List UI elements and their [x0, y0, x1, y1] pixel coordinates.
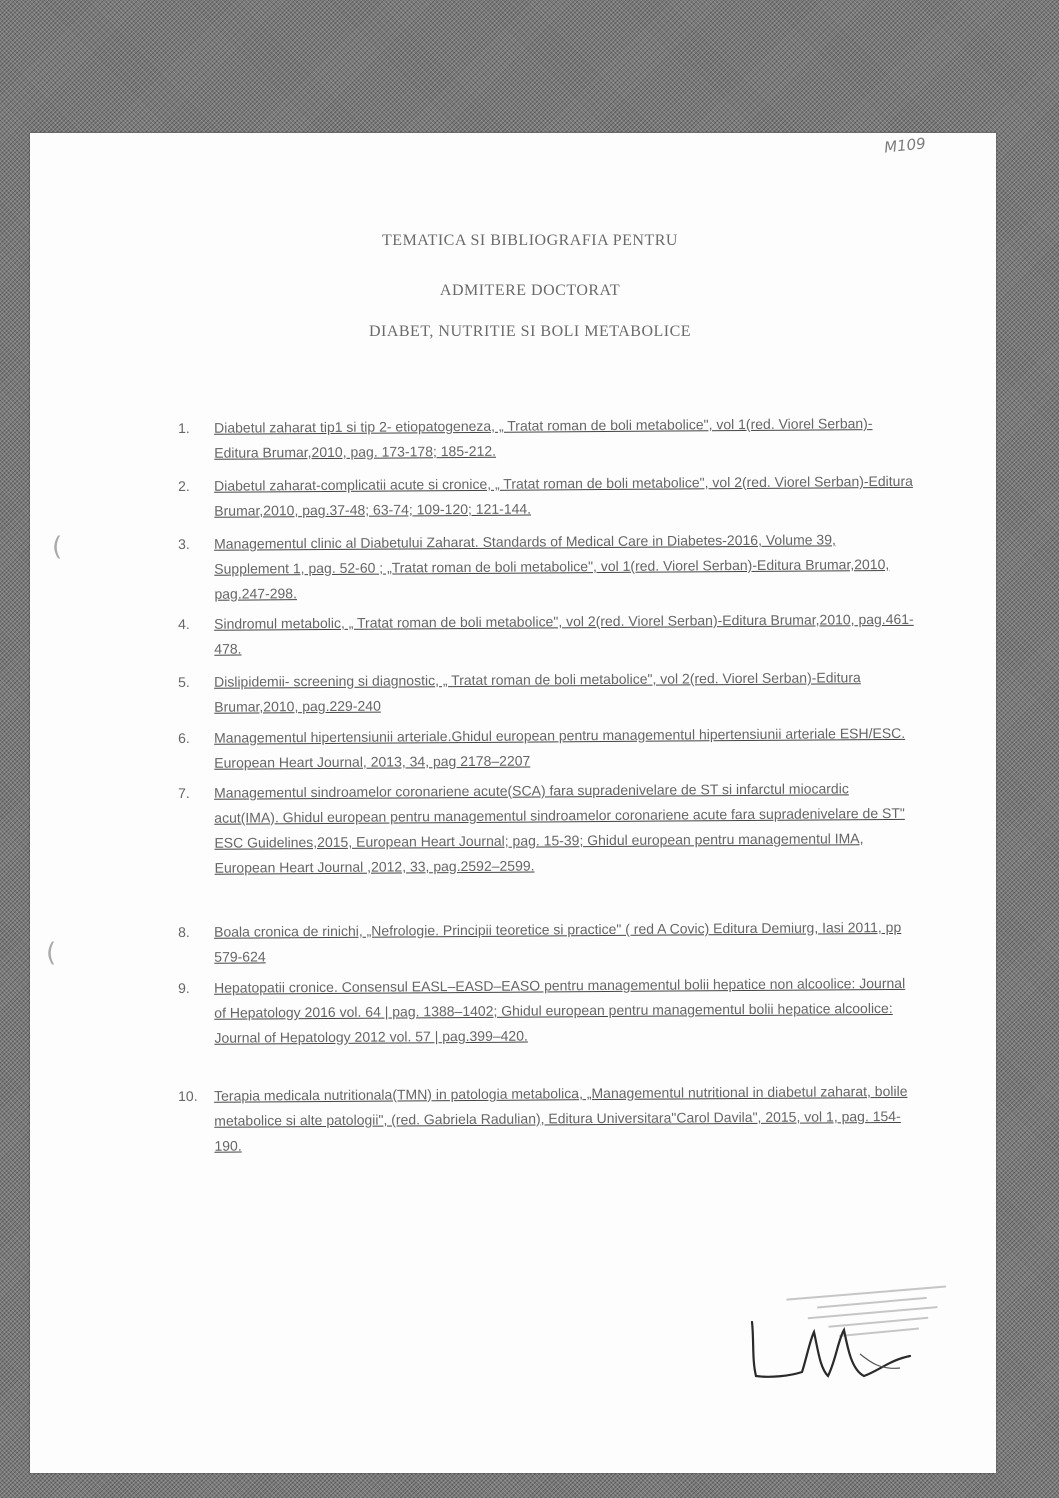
page-number: M109	[883, 134, 927, 157]
item-number: 7.	[178, 784, 190, 801]
item-number: 9.	[178, 979, 190, 996]
item-number: 5.	[178, 673, 190, 690]
item-number: 8.	[178, 923, 190, 940]
item-number: 10.	[178, 1087, 198, 1104]
item-text: Dislipidemii- screening si diagnostic, „ Tratat roman de boli metabolice", vol 2(red. Viorel Serban)-Editura Brumar,2010, pag.229-240	[214, 669, 861, 715]
margin-bracket-mark: (	[52, 532, 63, 562]
item-text: Boala cronica de rinichi, „Nefrologie. Principii teoretice si practice" ( red A Covic) Editura Demiurg, Iasi 2011, pp 579-624	[214, 918, 902, 965]
item-text: Managementul hipertensiunii arteriale.Ghidul european pentru managementul hipertensiunii arteriale ESH/ESC. European Heart Journal, 2013, 34, pag 2178–2207	[214, 724, 906, 771]
item-number: 2.	[178, 477, 190, 494]
item-text: Terapia medicala nutritionala(TMN) in patologia metabolica, „Managementul nutritional in diabetul zaharat, bolile metabolice si alte patologii", (red. Gabriela Radulian), Editura Universitara"Carol Davila", 2015, vol 1, pag. 154-190.	[214, 1082, 908, 1154]
signature-icon	[740, 1310, 940, 1390]
item-text: Managementul clinic al Diabetului Zaharat. Standards of Medical Care in Diabetes-2016, Volume 39, Supplement 1, pag. 52-60 ; „Tratat roman de boli metabolice", vol 1(red. Viorel Serban)-Editura Brumar,2010, pag.247-298.	[214, 531, 890, 602]
item-text: Diabetul zaharat-complicatii acute si cronice, „ Tratat roman de boli metabolice", vol 2(red. Viorel Serban)-Editura Brumar,2010, pag.37-48; 63-74; 109-120; 121-144.	[214, 472, 913, 519]
document-title-line-3: DIABET, NUTRITIE SI BOLI METABOLICE	[368, 323, 692, 340]
handwritten-signature	[740, 1310, 940, 1390]
item-number: 1.	[178, 419, 190, 436]
item-text: Sindromul metabolic, „ Tratat roman de boli metabolice", vol 2(red. Viorel Serban)-Editura Brumar,2010, pag.461-478.	[214, 610, 914, 657]
item-text: Diabetul zaharat tip1 si tip 2- etiopatogeneza, „ Tratat roman de boli metabolice", vol 1(red. Viorel Serban)-Editura Brumar,2010, pag. 173-178; 185-212.	[214, 415, 873, 461]
document-title-line-1: TEMATICA SI BIBLIOGRAFIA PENTRU	[382, 232, 678, 249]
item-text: Hepatopatii cronice. Consensul EASL–EASD–EASO pentru managementul bolii hepatice non alcoolice: Journal of Hepatology 2016 vol. 64 | pag. 1388–1402; Ghidul european pentru managementul bolii hepatice alcoolice: Journal of Hepatology 2012 vol. 57 | pag.399–420.	[214, 974, 906, 1046]
item-text: Managementul sindroamelor coronariene acute(SCA) fara supradenivelare de ST si infarctul miocardic acut(IMA). Ghidul european pentru managementul sindroamelor coronariene acute fara supradenivelare de ST" ESC Guidelines,2015, European Heart Journal; pag. 15-39; Ghidul european pentru managementul IMA, European Heart Journal ,2012, 33, pag.2592–2599.	[214, 780, 905, 876]
item-number: 6.	[178, 729, 190, 746]
document-title-line-2: ADMITERE DOCTORAT	[439, 282, 621, 299]
item-number: 4.	[178, 615, 190, 632]
item-number: 3.	[178, 535, 190, 552]
margin-bracket-mark: (	[46, 938, 57, 968]
